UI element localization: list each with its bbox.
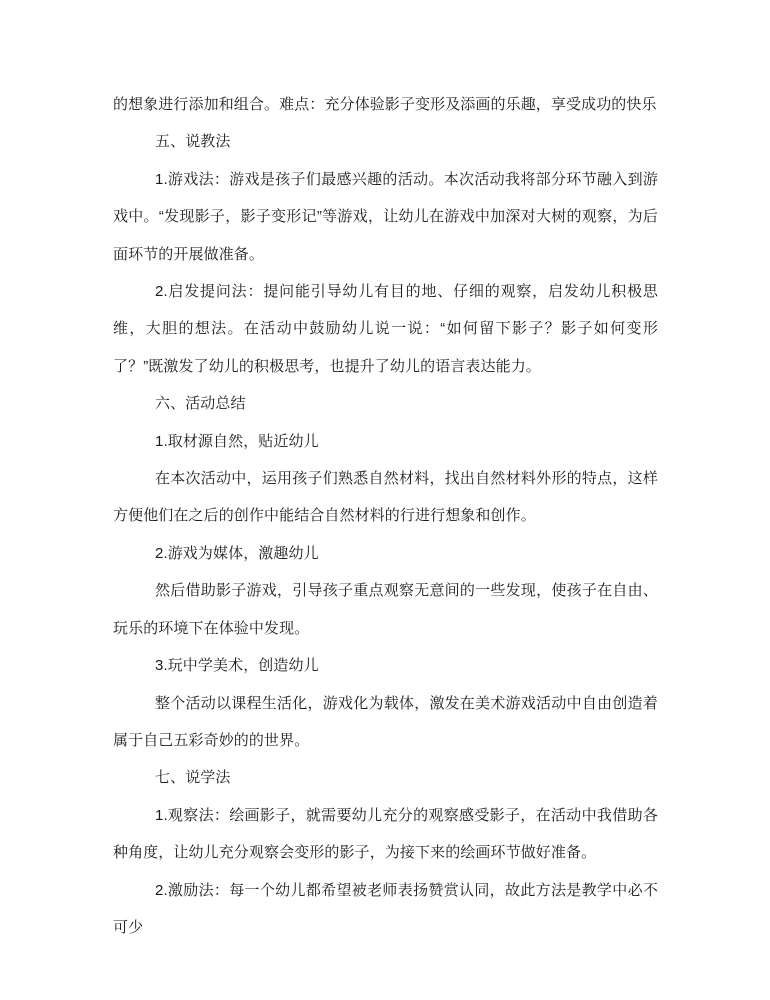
paragraph: 在本次活动中，运用孩子们熟悉自然材料，找出自然材料外形的特点，这样方便他们在之后的创作中能结合自然材料的行进行想象和创作。 [113, 470, 658, 525]
paragraph: 六、活动总结 [155, 395, 246, 413]
paragraph: 的想象进行添加和组合。难点：充分体验影子变形及添画的乐趣，享受成功的快乐 [113, 96, 657, 113]
paragraph: 2.启发提问法：提问能引导幼儿有目的地、仔细的观察，启发幼儿积极思维，大胆的想法。在活动中鼓励幼儿说一说：“如何留下影子？影子如何变形了？”既激发了幼儿的积极思考，也提升了幼儿的语言表达能力。 [113, 283, 658, 375]
paragraph: 1.游戏法：游戏是孩子们最感兴趣的活动。本次活动我将部分环节融入到游戏中。“发现影子，影子变形记”等游戏，让幼儿在游戏中加深对大树的观察，为后面环节的开展做准备。 [113, 170, 658, 263]
paragraph: 2.游戏为媒体，激趣幼儿 [155, 544, 319, 562]
paragraph: 2.激励法：每一个幼儿都希望被老师表扬赞赏认同，故此方法是教学中必不可少 [113, 881, 658, 936]
paragraph: 1.取材源自然，贴近幼儿 [155, 432, 319, 450]
paragraph: 然后借助影子游戏，引导孩子重点观察无意间的一些发现，使孩子在自由、玩乐的环境下在体验中发现。 [113, 582, 658, 637]
paragraph: 1.观察法：绘画影子，就需要幼儿充分的观察感受影子，在活动中我借助各种角度，让幼儿充分观察会变形的影子，为接下来的绘画环节做好准备。 [113, 806, 658, 862]
paragraph: 整个活动以课程生活化，游戏化为载体，激发在美术游戏活动中自由创造着属于自己五彩奇妙的的世界。 [113, 694, 658, 749]
paragraph: 3.玩中学美术，创造幼儿 [155, 657, 319, 675]
document-body [113, 86, 658, 946]
paragraph: 七、说学法 [155, 769, 231, 787]
paragraph: 五、说教法 [155, 133, 231, 151]
